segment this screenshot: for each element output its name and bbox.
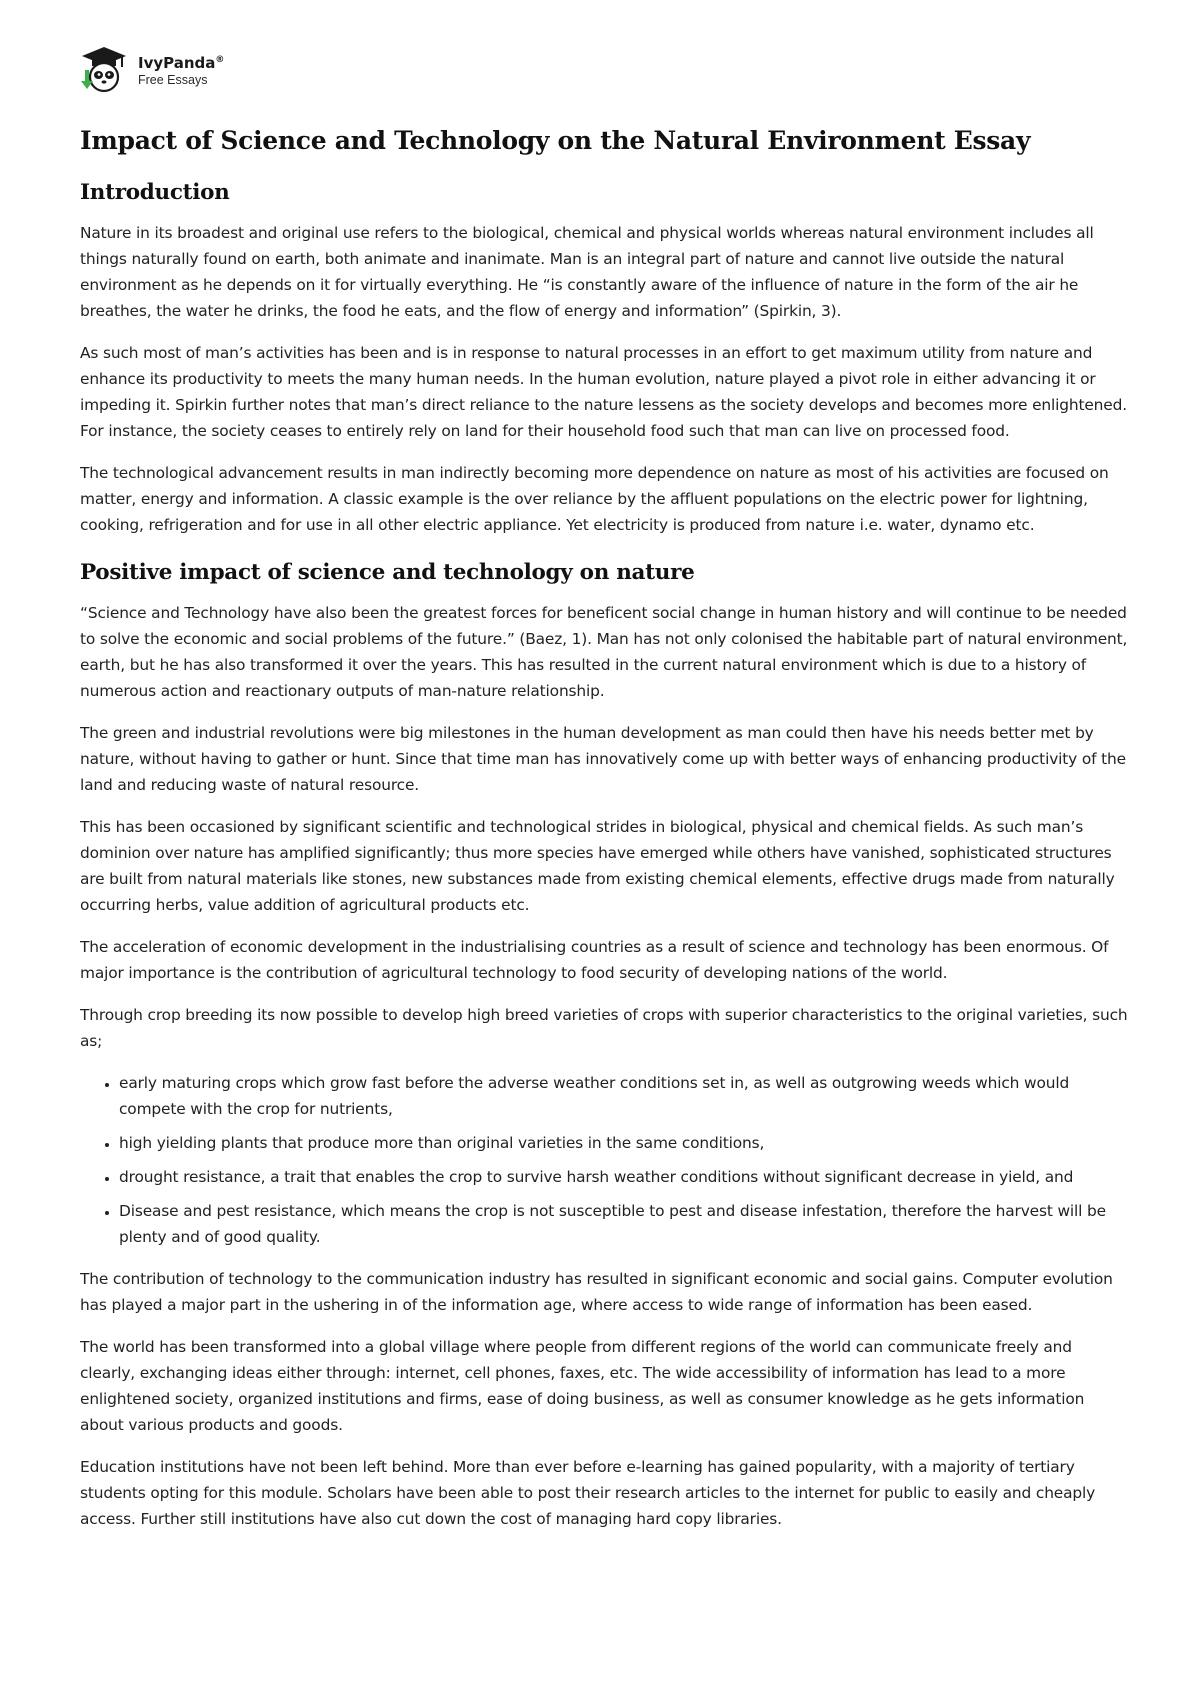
list-item: • Disease and pest resistance, which means the crop is not susceptible to pest and disease infestation, therefore the harvest will be plenty and of good quality. [119,1198,1130,1250]
paragraph: This has been occasioned by significant scientific and technological strides in biological, physical and chemical fields. As such man’s dominion over nature has amplified significantly; thus more species have emerged while others have vanished, sophisticated structures are built from natural materials like stones, new substances made from existing chemical elements, effective drugs made from naturally occurring herbs, value addition of agricultural products etc. [80,818,1115,914]
list-item: • drought resistance, a trait that enables the crop to survive harsh weather conditions without significant decrease in yield, and [119,1164,1130,1190]
paragraph: The world has been transformed into a global village where people from different regions of the world can communicate freely and clearly, exchanging ideas either through: internet, cell phones, faxes, etc. The wide accessibility of information has lead to a more enlightened society, organized institutions and firms, ease of doing business, as well as consumer knowledge as he gets information about various products and goods. [80,1338,1085,1434]
essay-title: Impact of Science and Technology on the Natural Environment Essay [80,126,1031,155]
section-heading-positive-impact: Positive impact of science and technology on nature [80,560,695,585]
list-item: • early maturing crops which grow fast before the adverse weather conditions set in, as well as outgrowing weeds which would compete with the crop for nutrients, [119,1070,1130,1122]
paragraph: “Science and Technology have also been the greatest forces for beneficent social change in human history and will continue to be needed to solve the economic and social problems of the future.” (Baez, 1). Man has not only colonised the habitable part of natural environment, earth, but he has also transformed it over the years. This has resulted in the current natural environment which is due to a history of numerous action and reactionary outputs of man-nature relationship. [80,604,1128,700]
ivypanda-logo-icon[interactable] [80,44,128,94]
paragraph: As such most of man’s activities has been and is in response to natural processes in an effort to get maximum utility from nature and enhance its productivity to meets the many human needs. In the human evolution, nature played a pivot role in either advancing it or impeding it. Spirkin further notes that man’s direct reliance to the nature lessens as the society develops and becomes more enlightened. For instance, the society ceases to entirely rely on land for their household food such that man can live on processed food. [80,344,1127,440]
brand-name[interactable]: IvyPanda® [138,53,225,72]
crop-traits-list [80,1070,1130,1250]
paragraph: Education institutions have not been left behind. More than ever before e-learning has gained popularity, with a majority of tertiary students opting for this module. Scholars have been able to post their research articles to the internet for public to easily and cheaply access. Further still institutions have also cut down the cost of managing hard copy libraries. [80,1458,1096,1528]
section-heading-introduction: Introduction [80,180,230,205]
list-item: • high yielding plants that produce more than original varieties in the same conditions, [119,1130,1130,1156]
essay-page [80,44,1130,1548]
paragraph: The acceleration of economic development in the industrialising countries as a result of science and technology has been enormous. Of major importance is the contribution of agricultural technology to food security of developing nations of the world. [80,938,1109,982]
paragraph: The technological advancement results in man indirectly becoming more dependence on nature as most of his activities are focused on matter, energy and information. A classic example is the over reliance by the affluent populations on the electric power for lightning, cooking, refrigeration and for use in all other electric appliance. Yet electricity is produced from nature i.e. water, dynamo etc. [80,464,1109,534]
brand-tagline: Free Essays [138,72,208,87]
paragraph: The contribution of technology to the communication industry has resulted in significant economic and social gains. Computer evolution has played a major part in the ushering in of the information age, where access to wide range of information has been eased. [80,1270,1113,1314]
paragraph: Nature in its broadest and original use refers to the biological, chemical and physical worlds whereas natural environment includes all things naturally found on earth, both animate and inanimate. Man is an integral part of nature and cannot live outside the natural environment as he depends on it for virtually everything. He “is constantly aware of the influence of nature in the form of the air he breathes, the water he drinks, the food he eats, and the flow of energy and information” (Spirkin, 3). [80,224,1094,320]
paragraph: Through crop breeding its now possible to develop high breed varieties of crops with superior characteristics to the original varieties, such as; [80,1006,1128,1050]
paragraph: The green and industrial revolutions were big milestones in the human development as man could then have his needs better met by nature, without having to gather or hunt. Since that time man has innovatively come up with better ways of enhancing productivity of the land and reducing waste of natural resource. [80,724,1126,794]
brand-header[interactable] [80,44,1130,94]
